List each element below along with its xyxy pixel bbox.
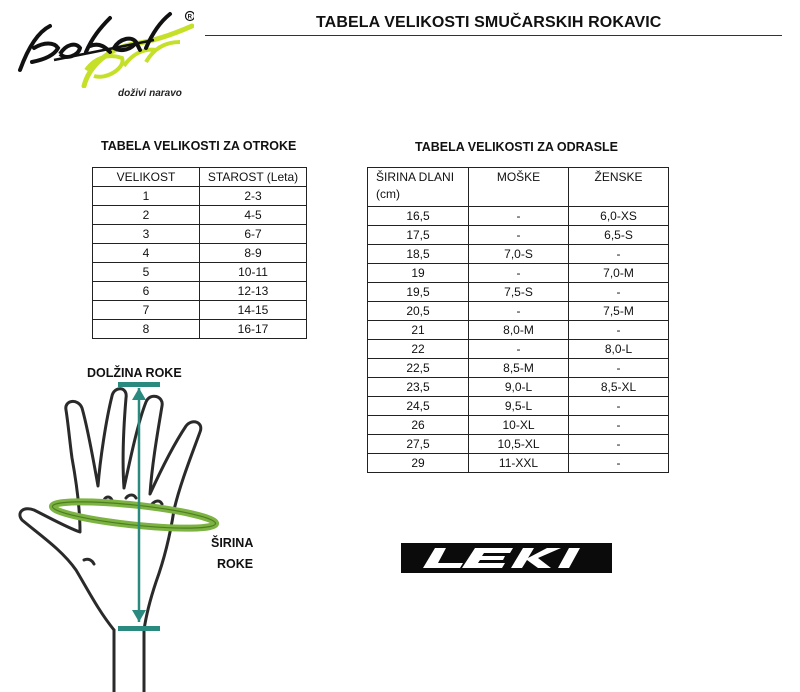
table-cell-men: 7,0-S: [469, 245, 569, 264]
table-cell-women: -: [569, 245, 669, 264]
table-cell-palm-width: 19: [368, 264, 469, 283]
table-cell-palm-width: 19,5: [368, 283, 469, 302]
title-divider: [205, 35, 782, 36]
table-row: [368, 454, 669, 473]
table-cell-men: -: [469, 207, 569, 226]
table-cell-size: 1: [93, 187, 200, 206]
table-cell-women: -: [569, 416, 669, 435]
table-cell-palm-width: 21: [368, 321, 469, 340]
table-cell-size: 4: [93, 244, 200, 263]
column-header-size: VELIKOST: [93, 168, 200, 187]
table-cell-age: 6-7: [200, 225, 307, 244]
table-cell-men: 9,5-L: [469, 397, 569, 416]
table-cell-palm-width: 26: [368, 416, 469, 435]
table-row: [368, 302, 669, 321]
table-row: [368, 340, 669, 359]
leki-logo: [401, 543, 612, 573]
table-cell-men: -: [469, 264, 569, 283]
column-header-men: MOŠKE: [469, 168, 569, 207]
table-cell-men: 8,0-M: [469, 321, 569, 340]
table-cell-women: -: [569, 454, 669, 473]
table-cell-men: 7,5-S: [469, 283, 569, 302]
table-cell-age: 4-5: [200, 206, 307, 225]
brand-logo: [14, 8, 194, 103]
table-row: [93, 301, 307, 320]
brand-tagline: doživi naravo: [118, 88, 182, 99]
table-cell-age: 10-11: [200, 263, 307, 282]
column-header-age: STAROST (Leta): [200, 168, 307, 187]
page-title: TABELA VELIKOSTI SMUČARSKIH ROKAVIC: [316, 14, 662, 31]
table-row: [368, 416, 669, 435]
column-header-women: ŽENSKE: [569, 168, 669, 207]
table-cell-women: 8,5-XL: [569, 378, 669, 397]
table-cell-age: 12-13: [200, 282, 307, 301]
table-row: [93, 282, 307, 301]
logo-graphic: [14, 8, 194, 88]
table-cell-size: 8: [93, 320, 200, 339]
table-cell-women: 7,0-M: [569, 264, 669, 283]
table-cell-palm-width: 29: [368, 454, 469, 473]
table-cell-palm-width: 24,5: [368, 397, 469, 416]
table-cell-men: -: [469, 226, 569, 245]
table-row: [368, 321, 669, 340]
table-cell-palm-width: 27,5: [368, 435, 469, 454]
table-row: [368, 245, 669, 264]
table-cell-men: -: [469, 302, 569, 321]
table-cell-women: -: [569, 435, 669, 454]
table-cell-women: -: [569, 321, 669, 340]
table-cell-size: 3: [93, 225, 200, 244]
table-cell-palm-width: 17,5: [368, 226, 469, 245]
adults-table-title: TABELA VELIKOSTI ZA ODRASLE: [415, 140, 619, 154]
table-cell-palm-width: 22,5: [368, 359, 469, 378]
table-row: [368, 397, 669, 416]
table-cell-palm-width: 23,5: [368, 378, 469, 397]
table-cell-men: 9,0-L: [469, 378, 569, 397]
table-cell-men: 11-XXL: [469, 454, 569, 473]
table-cell-palm-width: 16,5: [368, 207, 469, 226]
table-cell-women: 6,0-XS: [569, 207, 669, 226]
hand-outline: [20, 389, 201, 692]
header-line-2: (cm): [376, 187, 400, 201]
hand-diagram: [14, 360, 284, 692]
table-cell-palm-width: 20,5: [368, 302, 469, 321]
table-row: [368, 378, 669, 397]
svg-text:R: R: [187, 14, 192, 21]
table-cell-palm-width: 18,5: [368, 245, 469, 264]
table-row: [93, 320, 307, 339]
table-row: [93, 263, 307, 282]
table-cell-size: 7: [93, 301, 200, 320]
table-cell-women: -: [569, 283, 669, 302]
column-header-palm-width: [368, 168, 469, 207]
table-cell-size: 5: [93, 263, 200, 282]
table-row: [368, 435, 669, 454]
table-row: [93, 187, 307, 206]
table-cell-men: 8,5-M: [469, 359, 569, 378]
hand-length-label: DOLŽINA ROKE: [87, 366, 182, 380]
table-cell-age: 14-15: [200, 301, 307, 320]
table-row: [93, 244, 307, 263]
table-row: [368, 207, 669, 226]
table-row: [368, 359, 669, 378]
kids-size-table: [92, 167, 307, 339]
table-cell-men: 10,5-XL: [469, 435, 569, 454]
table-row: [368, 283, 669, 302]
table-cell-women: 8,0-L: [569, 340, 669, 359]
hand-width-label: ŠIRINA: [211, 536, 254, 550]
table-cell-age: 16-17: [200, 320, 307, 339]
table-header-row: [368, 168, 669, 207]
table-cell-men: 10-XL: [469, 416, 569, 435]
table-cell-men: -: [469, 340, 569, 359]
kids-table-title: TABELA VELIKOSTI ZA OTROKE: [101, 139, 297, 153]
table-cell-women: 7,5-M: [569, 302, 669, 321]
table-cell-size: 6: [93, 282, 200, 301]
table-cell-age: 2-3: [200, 187, 307, 206]
table-row: [368, 226, 669, 245]
table-row: [93, 225, 307, 244]
table-row: [368, 264, 669, 283]
table-cell-size: 2: [93, 206, 200, 225]
table-cell-age: 8-9: [200, 244, 307, 263]
table-cell-women: -: [569, 359, 669, 378]
adults-size-table: [367, 167, 669, 473]
table-cell-women: 6,5-S: [569, 226, 669, 245]
header-line-1: ŠIRINA DLANI: [376, 170, 455, 184]
hand-width-label-2: ROKE: [217, 557, 254, 571]
leki-logo-text: LEKI: [401, 543, 404, 544]
table-header-row: [93, 168, 307, 187]
table-cell-women: -: [569, 397, 669, 416]
table-cell-palm-width: 22: [368, 340, 469, 359]
table-row: [93, 206, 307, 225]
